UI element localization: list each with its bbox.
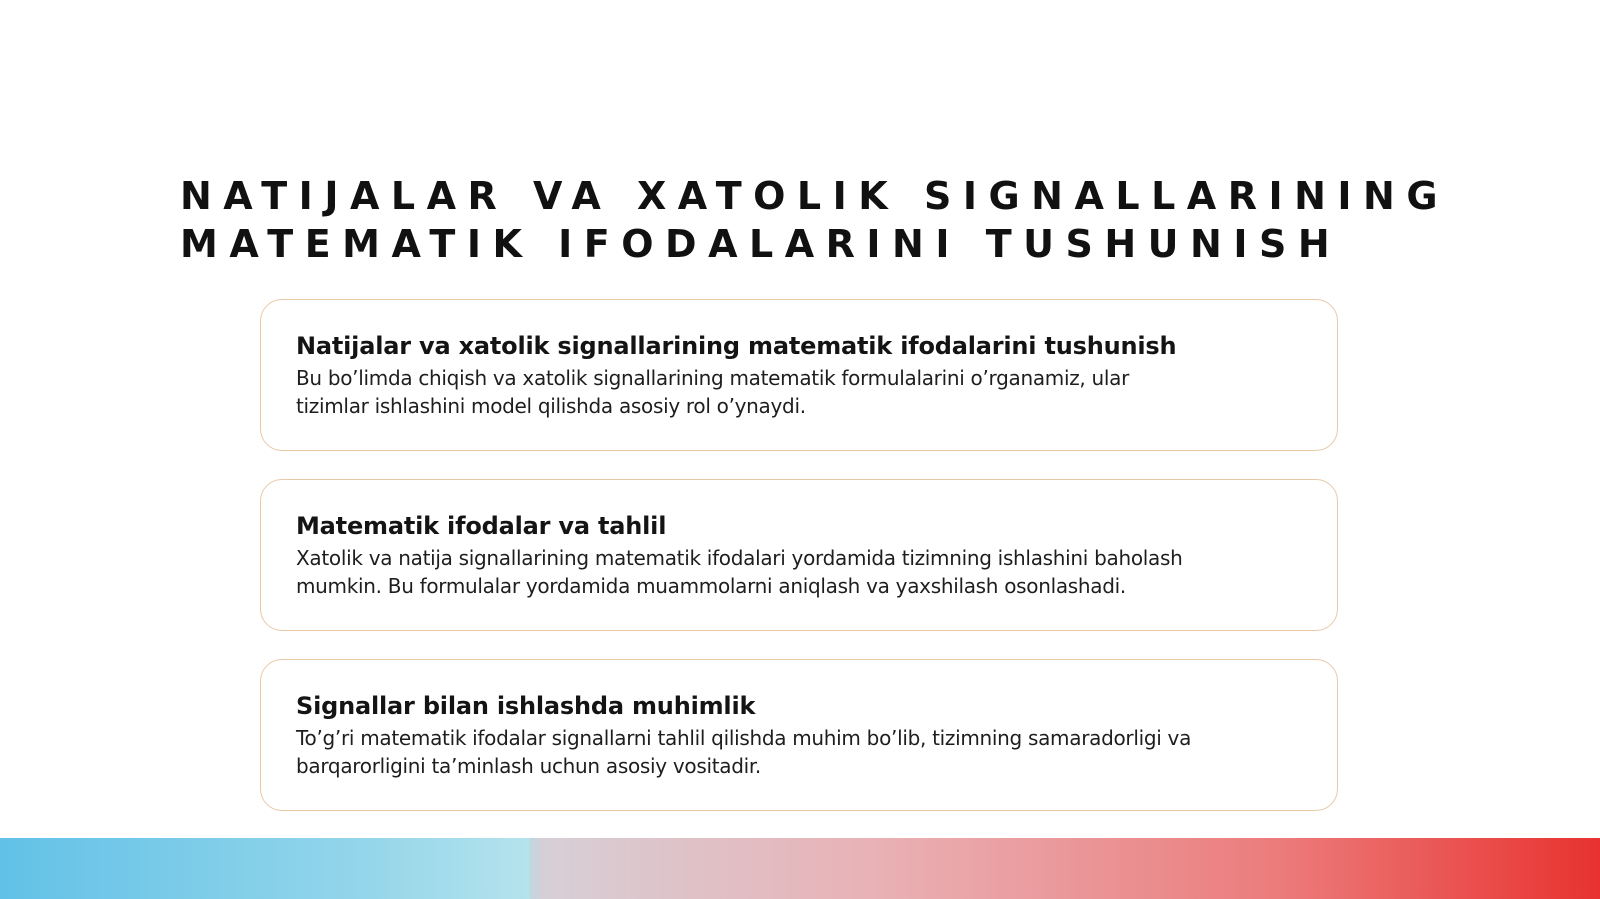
card-text-line-2: mumkin. Bu formulalar yordamida muammolarni aniqlash va yaxshilash osonlashadi.	[296, 574, 1126, 598]
card-title: Signallar bilan ishlashda muhimlik	[296, 692, 756, 720]
info-card-1	[260, 299, 1338, 451]
slide-title-line-1: NATIJALAR VA XATOLIK SIGNALLARINING	[180, 174, 1450, 218]
card-text-line-2: tizimlar ishlashini model qilishda asosiy rol o’ynaydi.	[296, 394, 806, 418]
card-text-line-1: Xatolik va natija signallarining matematik ifodalari yordamida tizimning ishlashini baholash	[296, 546, 1183, 570]
slide-title	[180, 172, 1460, 268]
decorative-gradient-bar-left	[0, 838, 530, 899]
card-text-line-2: barqarorligini ta’minlash uchun asosiy vositadir.	[296, 754, 761, 778]
card-text-line-1: To’g’ri matematik ifodalar signallarni tahlil qilishda muhim bo’lib, tizimning samaradorligi va	[296, 726, 1192, 750]
slide-title-line-2: MATEMATIK IFODALARINI TUSHUNISH	[180, 222, 1342, 266]
card-title: Natijalar va xatolik signallarining matematik ifodalarini tushunish	[296, 332, 1177, 360]
card-title: Matematik ifodalar va tahlil	[296, 512, 667, 540]
info-card-2	[260, 479, 1338, 631]
info-card-3	[260, 659, 1338, 811]
decorative-gradient-bar	[0, 838, 1600, 899]
card-text-line-1: Bu bo’limda chiqish va xatolik signallarining matematik formulalarini o’rganamiz, ular	[296, 366, 1130, 390]
